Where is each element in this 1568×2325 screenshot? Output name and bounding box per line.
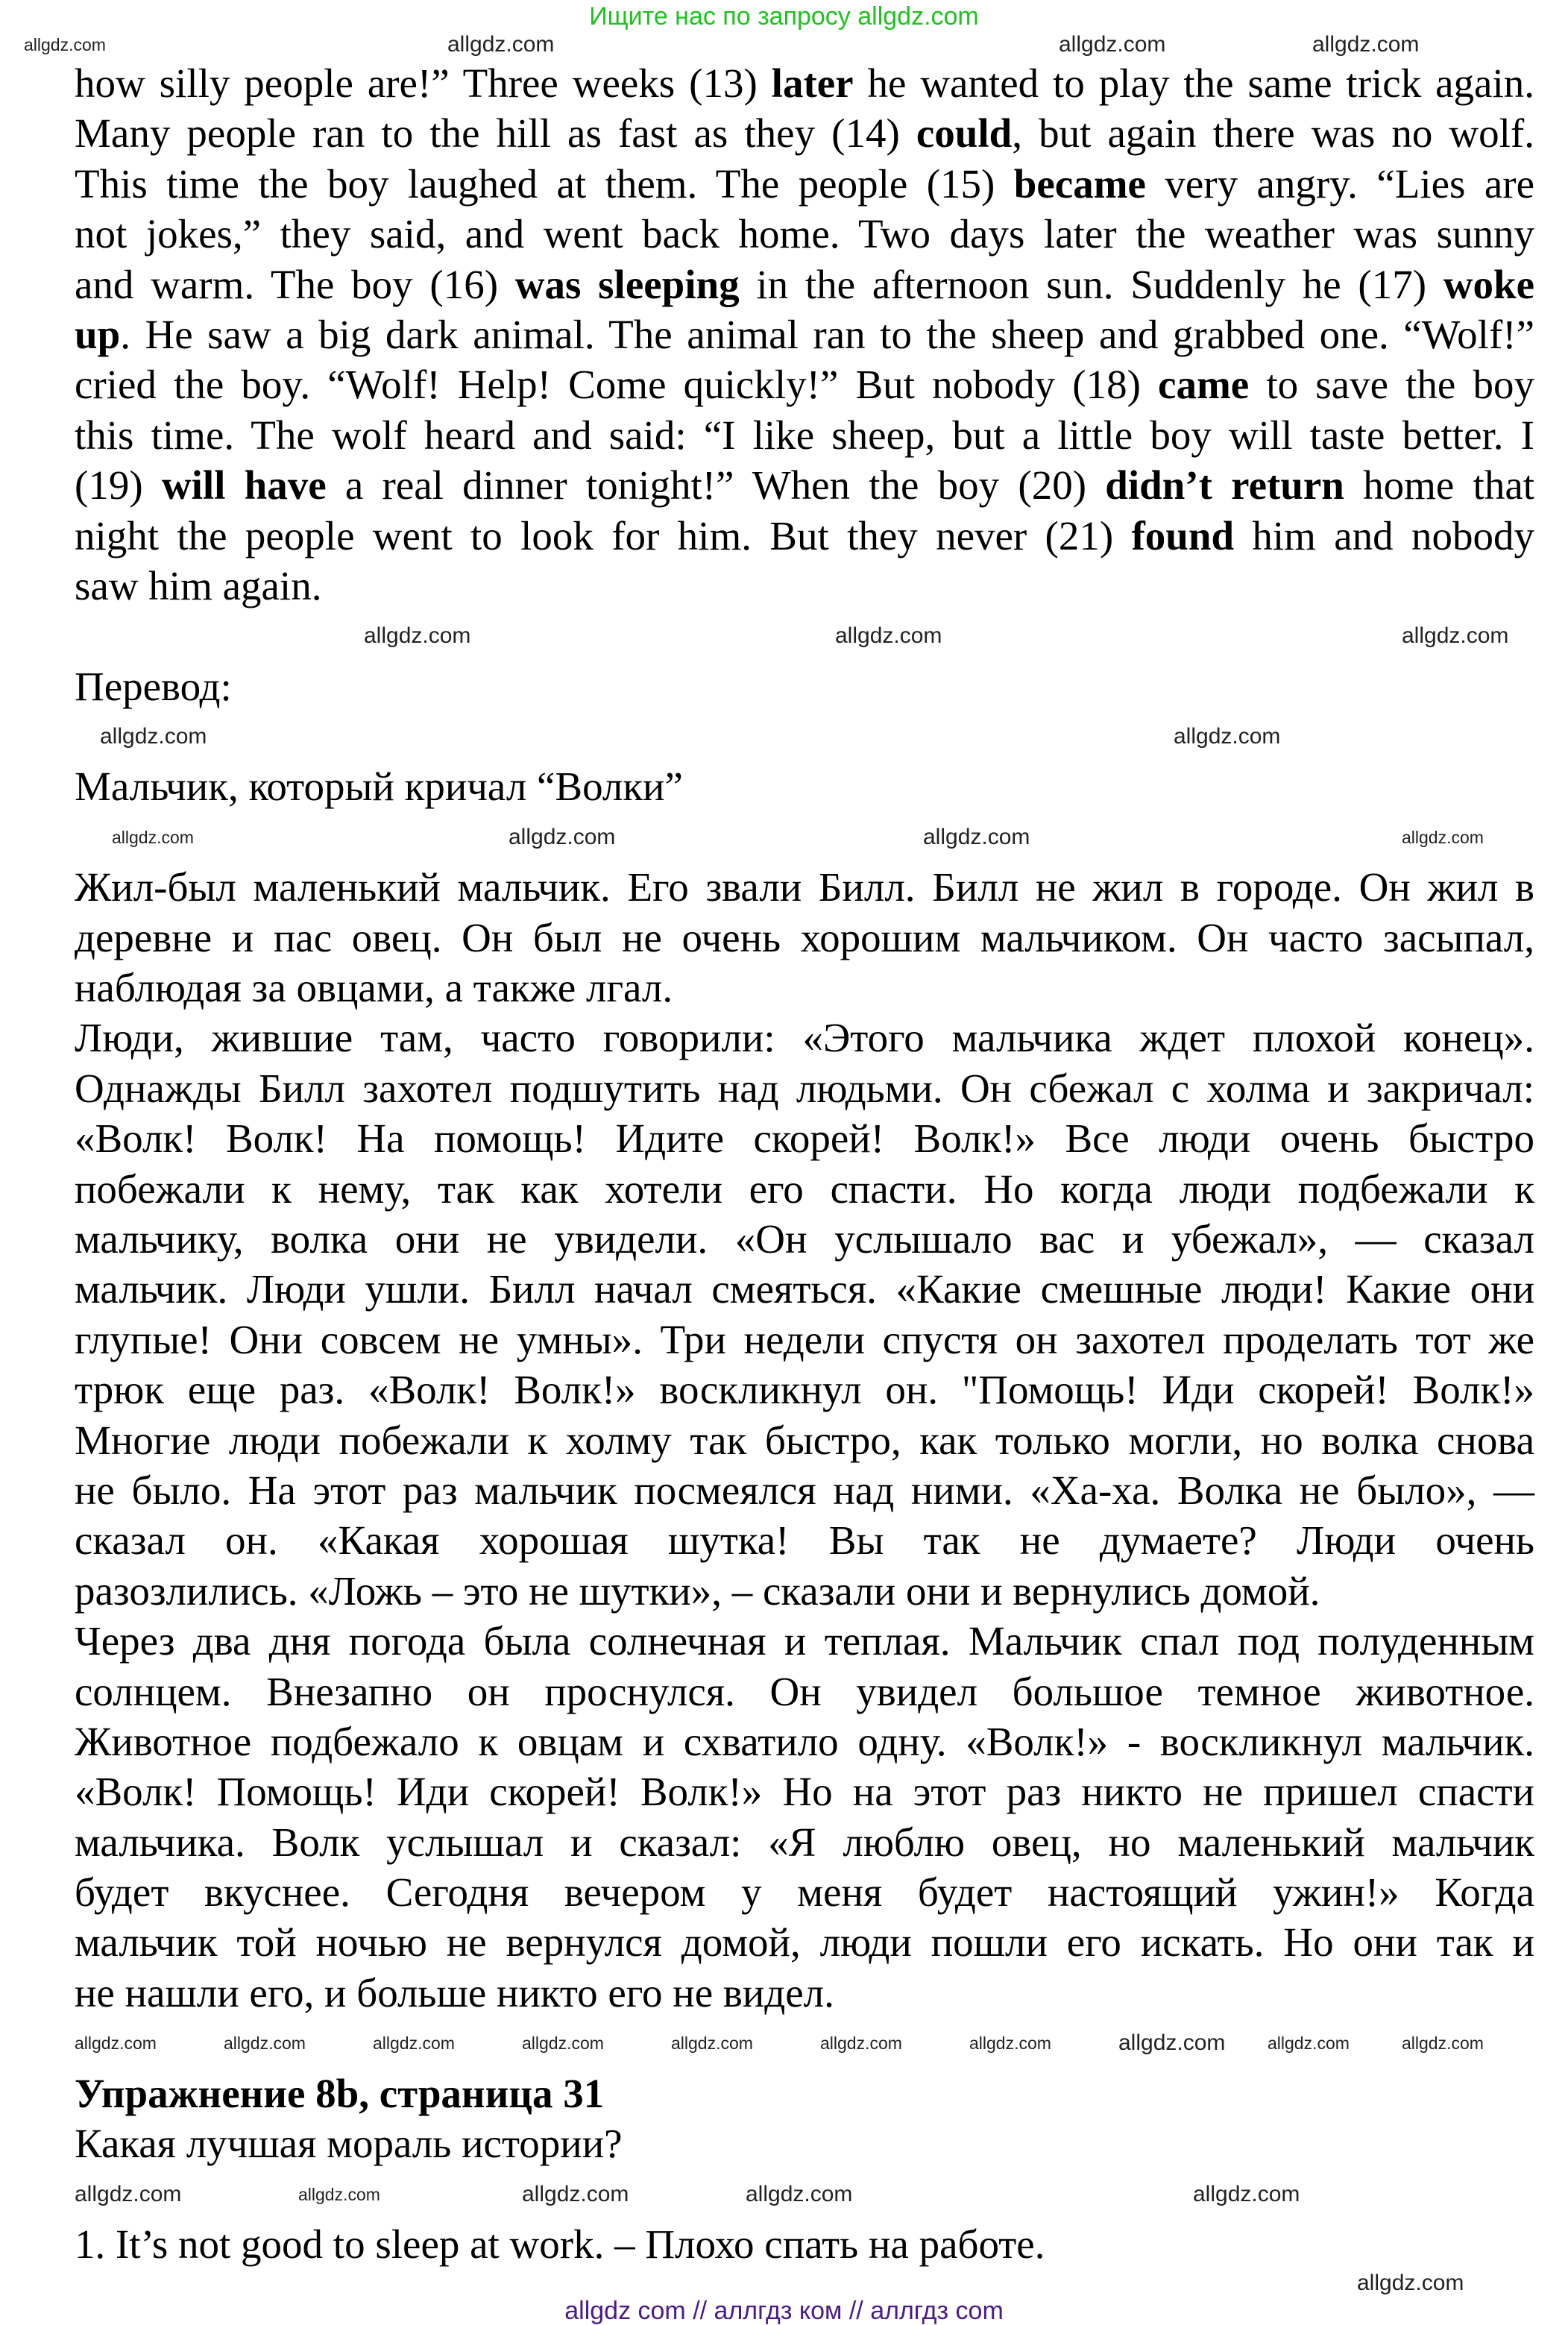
text-segment: 1. It’s not good to sleep at work. – Плохо спать на работе. <box>75 2221 1045 2267</box>
bold-answer: Упражнение 8b, страница 31 <box>75 2070 605 2116</box>
watermark: allgdz.com <box>364 623 471 648</box>
watermark: allgdz.com <box>447 32 555 57</box>
bold-answer: could <box>916 110 1013 157</box>
text-segment: in the afternoon sun. Suddenly he (17) <box>739 261 1443 307</box>
text-segment: не нашли его, и больше никто его не видел. <box>75 1969 834 2016</box>
text-line <box>75 661 1534 711</box>
text-line <box>75 460 1534 510</box>
watermark: allgdz.com <box>1402 2033 1484 2053</box>
watermark: allgdz.com <box>75 2033 157 2053</box>
document-body <box>75 58 1534 2269</box>
text-line <box>75 1365 1534 1415</box>
watermark: allgdz.com <box>112 828 194 847</box>
text-line <box>75 913 1534 963</box>
watermark: allgdz.com <box>820 2033 902 2053</box>
text-line <box>75 963 1534 1013</box>
text-segment: Жил-был маленький мальчик. Его звали Билл. Билл не жил в городе. Он жил в <box>75 864 1534 910</box>
text-line <box>75 1717 1534 1766</box>
blank-line <box>75 711 1534 761</box>
watermark: allgdz.com <box>746 2182 853 2206</box>
bold-answer: came <box>1158 362 1250 408</box>
bold-answer: woke <box>1443 261 1534 307</box>
text-segment: him and nobody <box>1234 512 1534 559</box>
text-segment: побежали к нему, так как хотели его спасти. Но когда люди подбежали к <box>75 1165 1534 1212</box>
watermark: allgdz.com <box>1193 2182 1300 2206</box>
text-segment: he wanted to play the same trick again. <box>853 60 1534 106</box>
text-segment: солнцем. Внезапно он проснулся. Он увидел большое темное животное. <box>75 1668 1534 1714</box>
bold-answer: didn’t return <box>1105 462 1344 509</box>
text-segment: Перевод: <box>75 663 232 709</box>
text-segment: Мальчик, который кричал “Волки” <box>75 764 683 810</box>
text-line <box>75 1164 1534 1214</box>
text-line <box>75 1264 1534 1314</box>
text-line <box>75 209 1534 259</box>
watermark: allgdz.com <box>100 724 207 749</box>
text-line <box>75 309 1534 359</box>
watermark: allgdz.com <box>373 2033 455 2053</box>
text-segment: Однажды Билл захотел подшутить над людьми. Он сбежал с холма и закричал: <box>75 1065 1534 1111</box>
bold-answer: found <box>1131 512 1235 559</box>
text-line <box>75 359 1534 409</box>
text-segment: деревне и пас овец. Он был не очень хорошим мальчиком. Он часто засыпал, <box>75 914 1534 960</box>
text-line <box>75 1867 1534 1917</box>
text-segment: наблюдая за овцами, а также лгал. <box>75 965 673 1011</box>
text-segment: мальчику, волка они не увидели. «Он услышало вас и убежал», — сказал <box>75 1215 1534 1262</box>
watermark: allgdz.com <box>509 825 616 849</box>
text-segment: night the people went to look for him. But they never (21) <box>75 512 1132 559</box>
watermark: allgdz.com <box>1118 2030 1226 2055</box>
footer-links[interactable]: allgdz com // аллгдз ком // аллгдз com <box>564 2297 1004 2325</box>
text-segment: Many people ran to the hill as fast as they (14) <box>75 110 916 157</box>
text-segment: Через два дня погода была солнечная и теплая. Мальчик спал под полуденным <box>75 1618 1534 1664</box>
watermark: allgdz.com <box>75 2182 182 2206</box>
text-line <box>75 1817 1534 1867</box>
watermark: allgdz.com <box>969 2033 1051 2053</box>
text-segment: «Волк! Помощь! Иди скорей! Волк!» Но на этот раз никто не пришел спасти <box>75 1769 1534 1815</box>
text-segment: very angry. “Lies are <box>1145 160 1535 207</box>
watermark: allgdz.com <box>24 35 106 54</box>
text-segment: «Волк! Волк! На помощь! Идите скорей! Волк!» Все люди очень быстро <box>75 1116 1534 1162</box>
text-segment: мальчик. Люди ушли. Билл начал смеяться. «Какие смешные люди! Какие они <box>75 1266 1534 1312</box>
text-line <box>75 1917 1534 1967</box>
watermark: allgdz.com <box>522 2033 604 2053</box>
watermark: allgdz.com <box>1174 724 1281 749</box>
text-segment: saw him again. <box>75 562 322 608</box>
text-segment: home that <box>1344 462 1535 509</box>
text-segment: (19) <box>75 462 162 509</box>
text-line <box>75 1113 1534 1163</box>
text-line <box>75 410 1534 460</box>
text-line <box>75 58 1534 108</box>
bold-answer: will have <box>161 462 327 509</box>
text-segment: Многие люди побежали к холму так быстро, как только могли, но волка снова <box>75 1417 1534 1463</box>
text-line <box>75 2068 1534 2118</box>
watermark: allgdz.com <box>671 2033 753 2053</box>
watermark: allgdz.com <box>224 2033 306 2053</box>
watermark: allgdz.com <box>1268 2033 1350 2053</box>
search-banner[interactable]: Ищите нас по запросу allgdz.com <box>589 2 979 31</box>
watermark: allgdz.com <box>1312 32 1420 57</box>
text-line <box>75 259 1534 309</box>
text-line <box>75 1766 1534 1816</box>
text-line <box>75 1616 1534 1666</box>
text-line <box>75 2118 1534 2168</box>
text-line <box>75 1315 1534 1365</box>
text-line <box>75 108 1534 158</box>
text-segment: трюк еще раз. «Волк! Волк!» воскликнул он. "Помощь! Иди скорей! Волк!» <box>75 1367 1534 1413</box>
text-line <box>75 1667 1534 1717</box>
text-line <box>75 159 1534 209</box>
text-segment: будет вкуснее. Сегодня вечером у меня будет настоящий ужин!» Когда <box>75 1869 1534 1916</box>
watermark: allgdz.com <box>522 2182 629 2206</box>
text-segment: how silly people are!” Three weeks (13) <box>75 60 772 106</box>
watermark: allgdz.com <box>1402 623 1509 648</box>
text-segment: мальчика. Волк услышал и сказал: «Я люблю овец, но маленький мальчик <box>75 1819 1534 1865</box>
text-segment: , but again there was no wolf. <box>1012 110 1534 157</box>
text-segment: разозлились. «Ложь – это не шутки», – сказали они и вернулись домой. <box>75 1567 1320 1614</box>
text-segment: not jokes,” they said, and went back home. Two days later the weather was sunny <box>75 211 1534 257</box>
watermark: allgdz.com <box>923 825 1030 849</box>
watermark: allgdz.com <box>1059 32 1166 57</box>
text-line <box>75 1415 1534 1465</box>
blank-line <box>75 812 1534 862</box>
text-segment: сказал он. «Какая хорошая шутка! Вы так не думаете? Люди очень <box>75 1517 1534 1564</box>
bold-answer: up <box>75 311 121 357</box>
text-line <box>75 862 1534 912</box>
text-segment: a real dinner tonight!” When the boy (20) <box>326 462 1106 509</box>
text-segment: and warm. The boy (16) <box>75 261 515 307</box>
text-line <box>75 1013 1534 1063</box>
text-segment: to save the boy <box>1249 362 1534 408</box>
text-segment: мальчик той ночью не вернулся домой, люди пошли его искать. Но они так и <box>75 1919 1534 1966</box>
watermark: allgdz.com <box>298 2185 380 2204</box>
watermark: allgdz.com <box>835 623 942 648</box>
text-segment: This time the boy laughed at them. The people (15) <box>75 160 1014 207</box>
text-line <box>75 1515 1534 1565</box>
bold-answer: later <box>771 60 854 106</box>
text-line <box>75 511 1534 561</box>
watermark: allgdz.com <box>1357 2271 1464 2295</box>
text-segment: Люди, жившие там, часто говорили: «Этого мальчика ждет плохой конец». <box>75 1015 1534 1061</box>
text-line <box>75 1566 1534 1616</box>
text-line <box>75 761 1534 811</box>
text-segment: . He saw a big dark animal. The animal ran to the sheep and grabbed one. “Wolf!” <box>120 311 1534 357</box>
text-segment: this time. The wolf heard and said: “I like sheep, but a little boy will taste better. I <box>75 412 1534 458</box>
text-segment: глупые! Они совсем не умны». Три недели спустя он захотел проделать тот же <box>75 1316 1534 1362</box>
text-segment: не было. На этот раз мальчик посмеялся над ними. «Ха-ха. Волка не было», — <box>75 1467 1534 1513</box>
bold-answer: became <box>1013 160 1146 207</box>
text-segment: Какая лучшая мораль истории? <box>75 2121 623 2167</box>
watermark: allgdz.com <box>1402 828 1484 847</box>
text-segment: cried the boy. “Wolf! Help! Come quickly!” But nobody (18) <box>75 362 1159 408</box>
text-line <box>75 2219 1534 2269</box>
text-segment: Животное подбежало к овцам и схватило одну. «Волк!» - воскликнул мальчик. <box>75 1718 1534 1764</box>
text-line <box>75 1063 1534 1113</box>
text-line <box>75 1214 1534 1264</box>
bold-answer: was sleeping <box>514 261 740 307</box>
blank-line <box>75 611 1534 661</box>
text-line <box>75 561 1534 611</box>
text-line <box>75 1968 1534 2018</box>
text-line <box>75 1465 1534 1515</box>
